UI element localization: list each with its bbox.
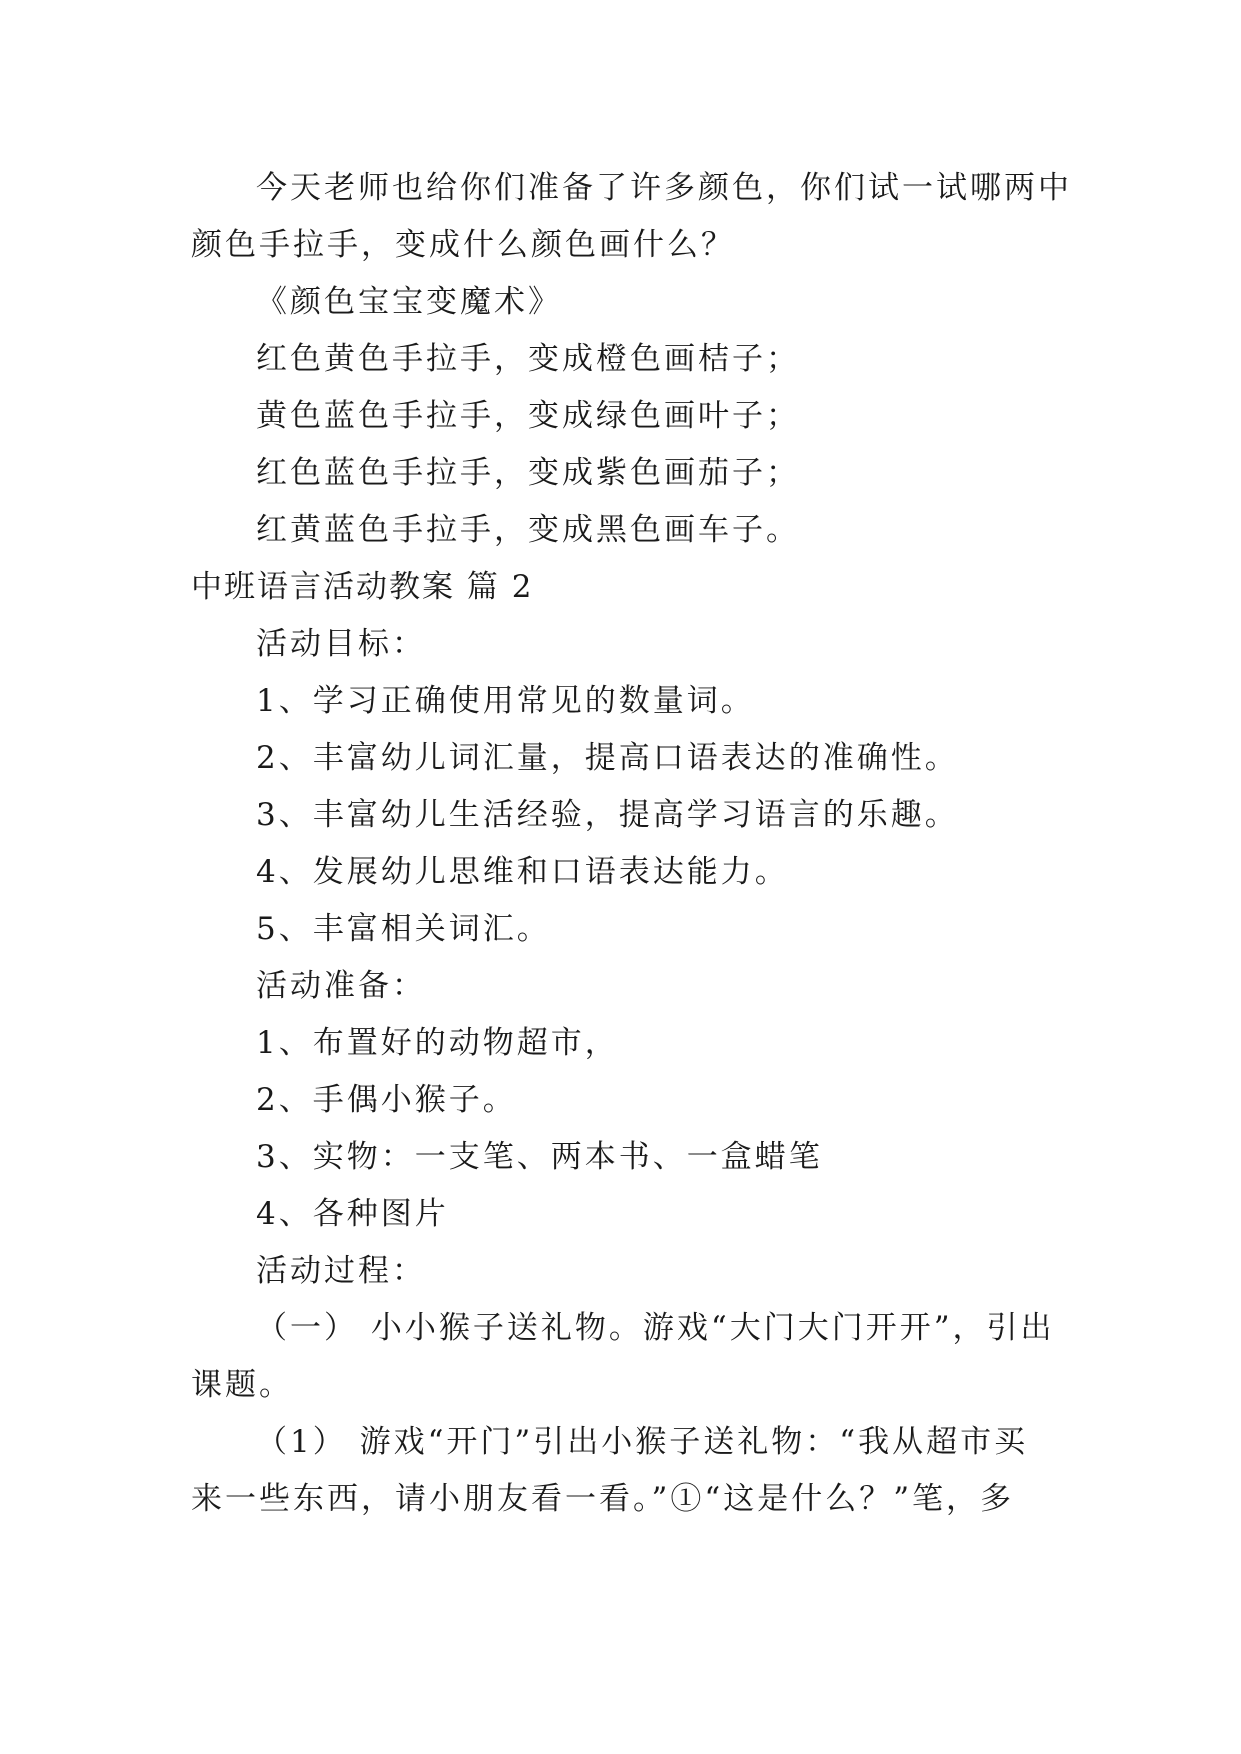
list-item: 4、各种图片: [256, 1196, 449, 1232]
list-item: 4、发展幼儿思维和口语表达能力。: [256, 854, 789, 890]
poem-line: 红色黄色手拉手，变成橙色画桔子；: [256, 341, 800, 377]
subheading-preparation: 活动准备：: [256, 968, 426, 1004]
list-item: 2、手偶小猴子。: [256, 1082, 517, 1118]
paragraph-line: （一） 小小猴子送礼物。游戏“大门大门开开”，引出: [256, 1310, 1055, 1346]
paragraph-line: 今天老师也给你们准备了许多颜色，你们试一试哪两中: [256, 170, 1072, 206]
subheading-goals: 活动目标：: [256, 626, 426, 662]
poem-line: 红色蓝色手拉手，变成紫色画茄子；: [256, 455, 800, 491]
list-item: 1、布置好的动物超市，: [256, 1025, 619, 1061]
paragraph-line: 颜色手拉手，变成什么颜色画什么？: [191, 227, 735, 263]
poem-title: 《颜色宝宝变魔术》: [256, 284, 562, 320]
paragraph-line: 来一些东西，请小朋友看一看。”①“这是什么？”笔，多: [191, 1481, 1015, 1517]
paragraph-line: 课题。: [191, 1367, 293, 1403]
list-item: 5、丰富相关词汇。: [256, 911, 551, 947]
list-item: 3、丰富幼儿生活经验，提高学习语言的乐趣。: [256, 797, 959, 833]
poem-line: 红黄蓝色手拉手，变成黑色画车子。: [256, 512, 800, 548]
subheading-process: 活动过程：: [256, 1253, 426, 1289]
list-item: 3、实物：一支笔、两本书、一盒蜡笔: [256, 1139, 823, 1175]
paragraph-line: （1） 游戏“开门”引出小猴子送礼物：“我从超市买: [256, 1424, 1029, 1460]
list-item: 1、学习正确使用常见的数量词。: [256, 683, 755, 719]
poem-line: 黄色蓝色手拉手，变成绿色画叶子；: [256, 398, 800, 434]
section-heading: 中班语言活动教案 篇 2: [191, 569, 534, 605]
list-item: 2、丰富幼儿词汇量，提高口语表达的准确性。: [256, 740, 959, 776]
